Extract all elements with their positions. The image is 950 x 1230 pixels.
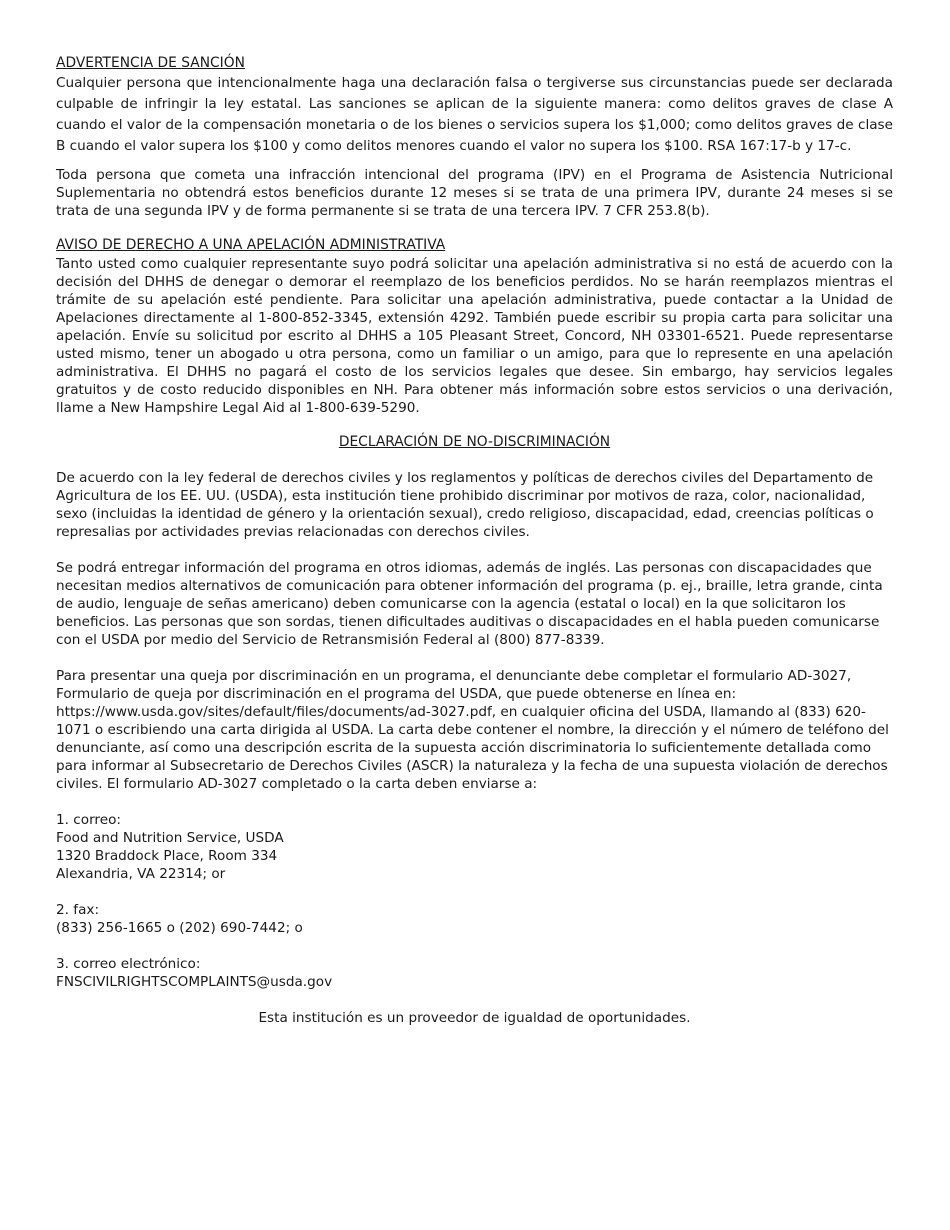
email-block: 3. correo electrónico: FNSCIVILRIGHTSCOMPLAINTS@usda.gov [56, 956, 333, 990]
mail-address-block: 1. correo: Food and Nutrition Service, USDA 1320 Braddock Place, Room 334 Alexandria, VA 22314; or [56, 812, 284, 882]
appeal-paragraph: Tanto usted como cualquier representante suyo podrá solicitar una apelación administrativa si no está de acuerdo con la decisión del DHHS de denegar o demorar el reemplazo de los beneficios perdidos. No se harán reemplazos mientras el trámite de su apelación esté pendiente. Para solicitar una apelación administrativa, puede contactar a la Unidad de Apelaciones directamente al 1-800-852-3345, extensión 4292. También puede escribir su propia carta para solicitar una apelación. Envíe su solicitud por escrito al DHHS a 105 Pleasant Street, Concord, NH 03301-6521. Puede representarse usted mismo, tener un abogado u otra persona, como un familiar o un amigo, para que lo represente en una apelación administrativa. El DHHS no pagará el costo de los servicios legales que desee. Sin embargo, hay servicios legales gratuitos y de costo reducido disponibles en NH. Para obtener más información sobre estos servicios o una derivación, llame a New Hampshire Legal Aid al 1-800-639-5290. [56, 256, 893, 416]
nondiscrimination-paragraph-3: Para presentar una queja por discriminación en un programa, el denunciante debe completar el formulario AD-3027, Formulario de queja por discriminación en el programa del USDA, que puede obtenerse en línea en: https://www.usda.gov/sites/default/files/documents/ad-3027.pdf, en cualquier oficina del USDA, llamando al (833) 620-1071 o escribiendo una carta dirigida al USDA. La carta debe contener el nombre, la dirección y el número de teléfono del denunciante, así como una descripción escrita de la supuesta acción discriminatoria lo suficientemente detallada como para informar al Subsecretario de Derechos Civiles (ASCR) la naturaleza y la fecha de una supuesta violación de derechos civiles. El formulario AD-3027 completado o la carta deben enviarse a: [56, 668, 889, 792]
nondiscrimination-heading: DECLARACIÓN DE NO-DISCRIMINACIÓN [338, 434, 611, 450]
sanction-paragraph-1: Cualquier persona que intencionalmente haga una declaración falsa o tergiverse sus circunstancias puede ser declarada culpable de infringir la ley estatal. Las sanciones se aplican de la siguiente manera: como delitos graves de clase A cuando el valor de la compensación monetaria o de los bienes o servicios supera los $1,000; como delitos graves de clase B cuando el valor supera los $100 y como delitos menores cuando el valor no supera los $100. RSA 167:17-b y 17-c. [56, 75, 893, 154]
fax-block: 2. fax: (833) 256-1665 o (202) 690-7442; o [56, 902, 303, 936]
nondiscrimination-paragraph-1: De acuerdo con la ley federal de derechos civiles y los reglamentos y políticas de derechos civiles del Departamento de Agricultura de los EE. UU. (USDA), esta institución tiene prohibido discriminar por motivos de raza, color, nacionalidad, sexo (incluidas la identidad de género y la orientación sexual), credo religioso, discapacidad, edad, creencias políticas o represalias por actividades previas relacionadas con derechos civiles. [56, 470, 874, 540]
equal-opportunity-statement: Esta institución es un proveedor de igualdad de oportunidades. [258, 1010, 691, 1026]
appeal-heading: AVISO DE DERECHO A UNA APELACIÓN ADMINISTRATIVA [56, 237, 446, 253]
sanction-heading: ADVERTENCIA DE SANCIÓN [56, 55, 245, 71]
nondiscrimination-paragraph-2: Se podrá entregar información del programa en otros idiomas, además de inglés. Las personas con discapacidades que necesitan medios alternativos de comunicación para obtener información del programa (p. ej., braille, letra grande, cinta de audio, lenguaje de señas americano) deben comunicarse con la agencia (estatal o local) en la que solicitaron los beneficios. Las personas que son sordas, tienen dificultades auditivas o discapacidades en el habla pueden comunicarse con el USDA por medio del Servicio de Retransmisión Federal al (800) 877-8339. [56, 560, 883, 648]
document-page [56, 54, 893, 1027]
sanction-paragraph-2: Toda persona que cometa una infracción intencional del programa (IPV) en el Programa de Asistencia Nutricional Suplementaria no obtendrá estos beneficios durante 12 meses si se trata de una primera IPV, durante 24 meses si se trata de una segunda IPV y de forma permanente si se trata de una tercera IPV. 7 CFR 253.8(b). [56, 167, 893, 219]
